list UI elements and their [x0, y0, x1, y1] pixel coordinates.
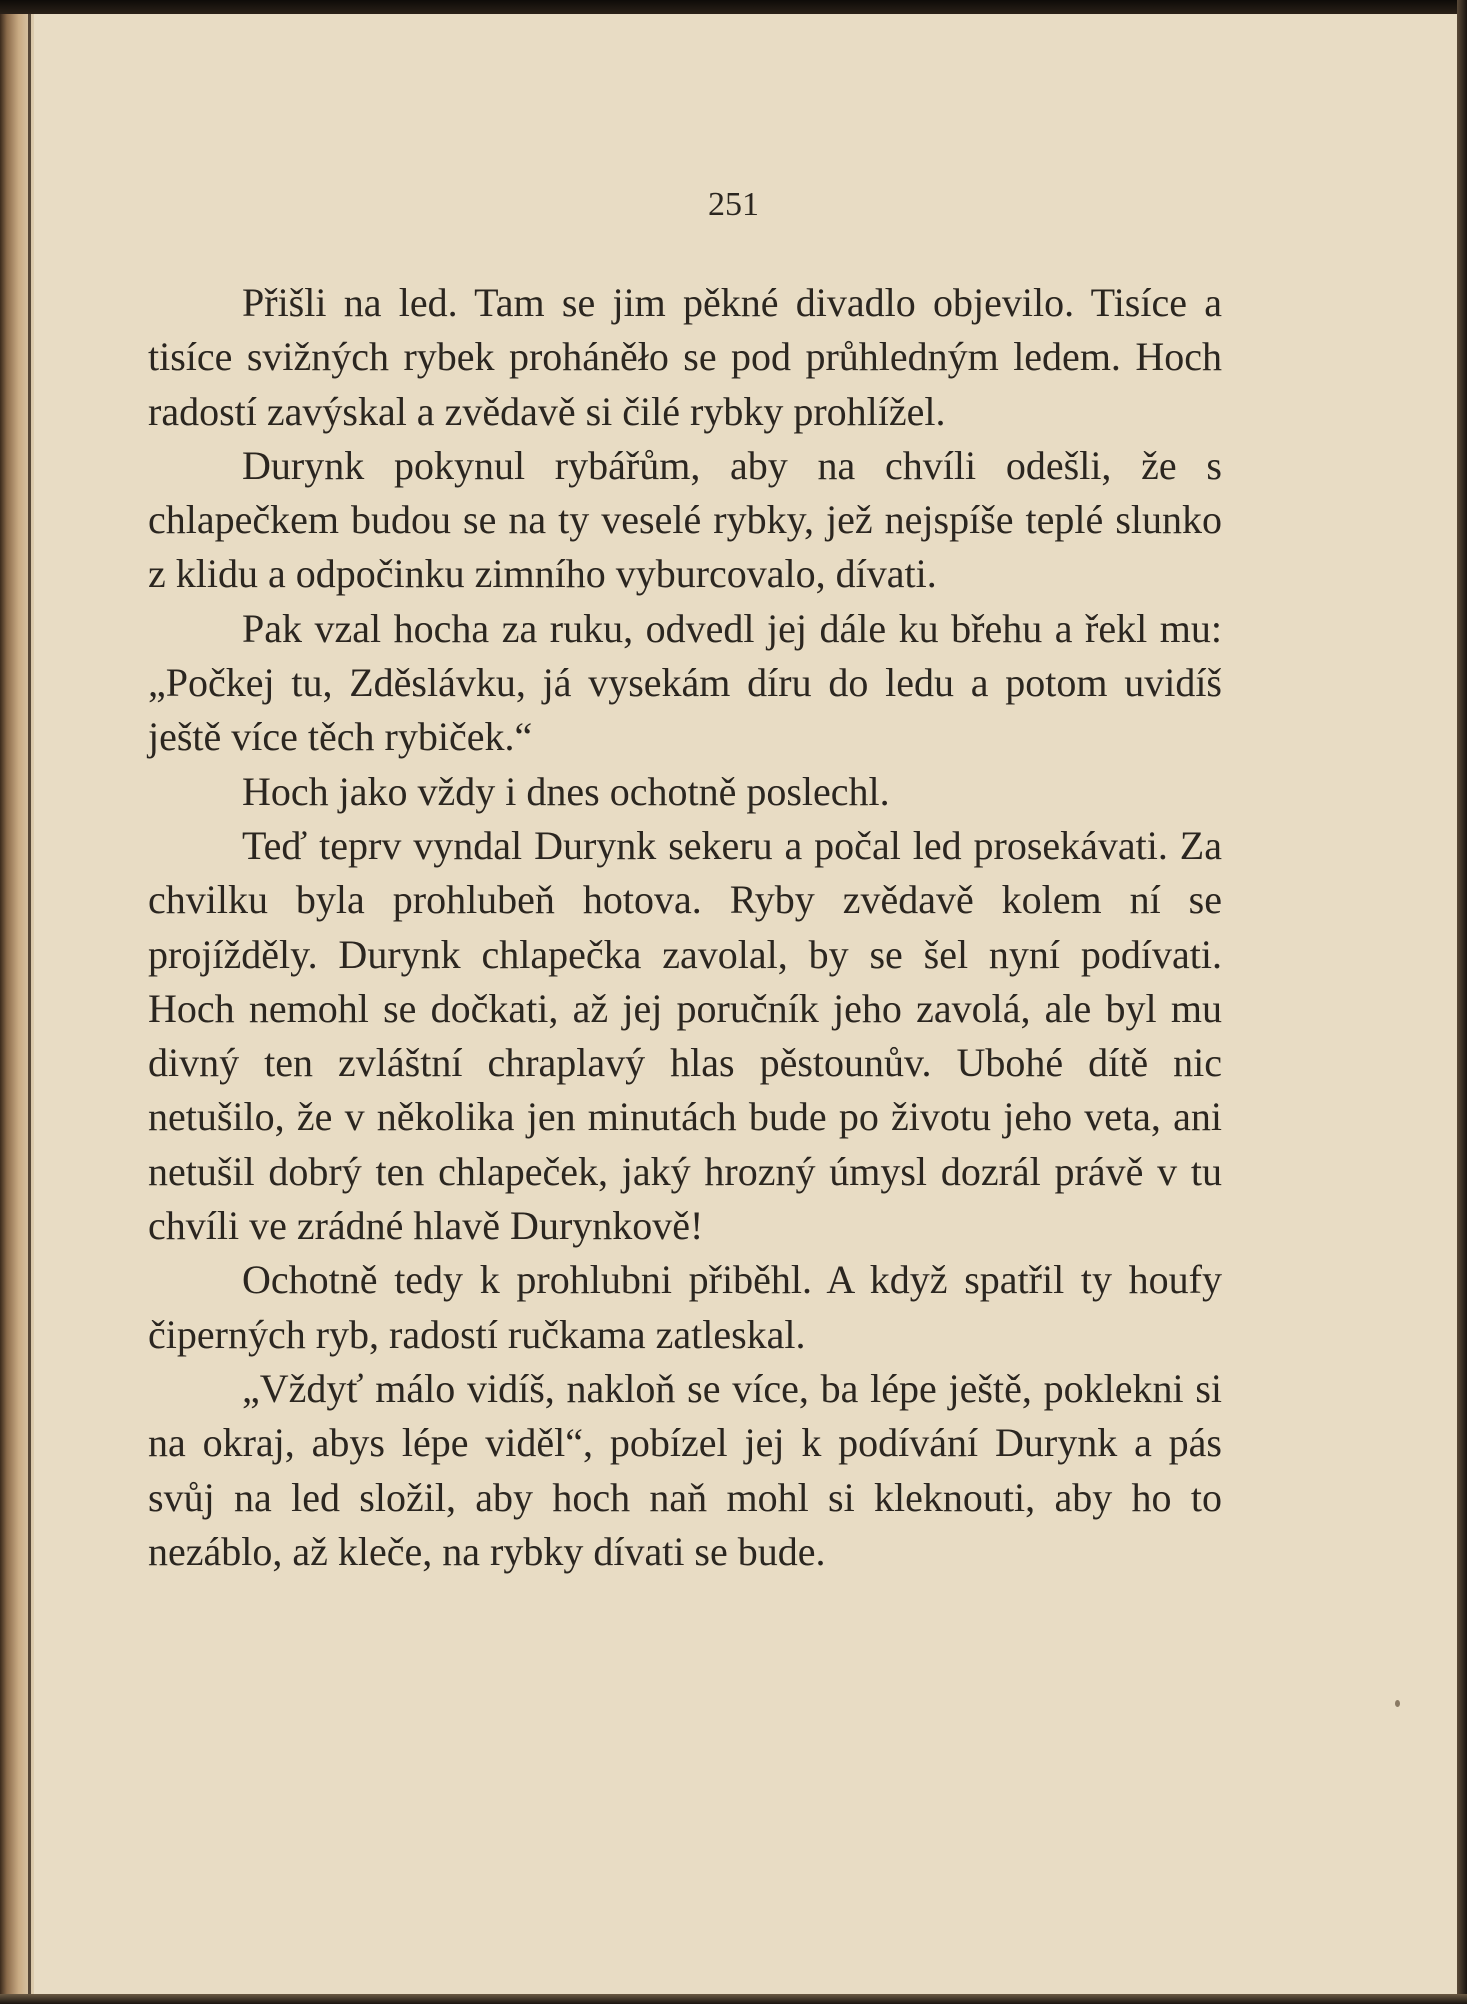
page-right-edge [1457, 0, 1467, 2004]
gutter-line [28, 14, 31, 1994]
page-top-edge [0, 0, 1467, 14]
paragraph: Pak vzal hocha za ruku, odvedl jej dále ku břehu a řekl mu: „Počkej tu, Zděslávku, já vysekám díru do ledu a potom uvidíš ještě více těch rybiček.“ [148, 605, 1222, 760]
page-number: 251 [708, 186, 759, 223]
paragraph: Hoch jako vždy i dnes ochotně poslechl. [242, 768, 890, 814]
paragraph: Durynk pokynul rybářům, aby na chvíli odešli, že s chlapečkem budou se na ty veselé rybky, jež nejspíše teplé slunko z klidu a odpočinku zimního vyburcovalo, dívati. [148, 442, 1222, 597]
body-text [148, 276, 1222, 1579]
paragraph: „Vždyť málo vidíš, nakloň se více, ba lépe ještě, poklekni si na okraj, abys lépe viděl“, pobízel jej k podívání Durynk a pás svůj na led složil, aby hoch naň mohl si kleknouti, aby ho to nezáblo, až kleče, na rybky dívati se bude. [148, 1365, 1222, 1574]
paragraph: Teď teprv vyndal Durynk sekeru a počal led prosekávati. Za chvilku byla prohlubeň hotova. Ryby zvědavě kolem ní se projížděly. Durynk chlapečka zavolal, by se šel nyní podívati. Hoch nemohl se dočkati, až jej poručník jeho zavolá, ale byl mu divný ten zvláštní chraplavý hlas pěstounův. Ubohé dítě nic netušilo, že v několika jen minutách bude po životu jeho veta, ani netušil dobrý ten chlapeček, jaký hrozný úmysl dozrál právě v tu chvíli ve zrádné hlavě Durynkově! [148, 822, 1222, 1249]
paragraph: Přišli na led. Tam se jim pěkné divadlo objevilo. Tisíce a tisíce svižných rybek proháněło se pod průhledným ledem. Hoch radostí zavýskal a zvědavě si čilé rybky prohlížel. [148, 280, 1222, 434]
paragraph: Ochotně tedy k prohlubni přiběhl. A když spatřil ty houfy čiperných ryb, radostí ručkama zatleskal. [148, 1257, 1222, 1357]
page-bottom-edge [0, 1994, 1467, 2004]
paper-speck [1395, 1700, 1400, 1707]
